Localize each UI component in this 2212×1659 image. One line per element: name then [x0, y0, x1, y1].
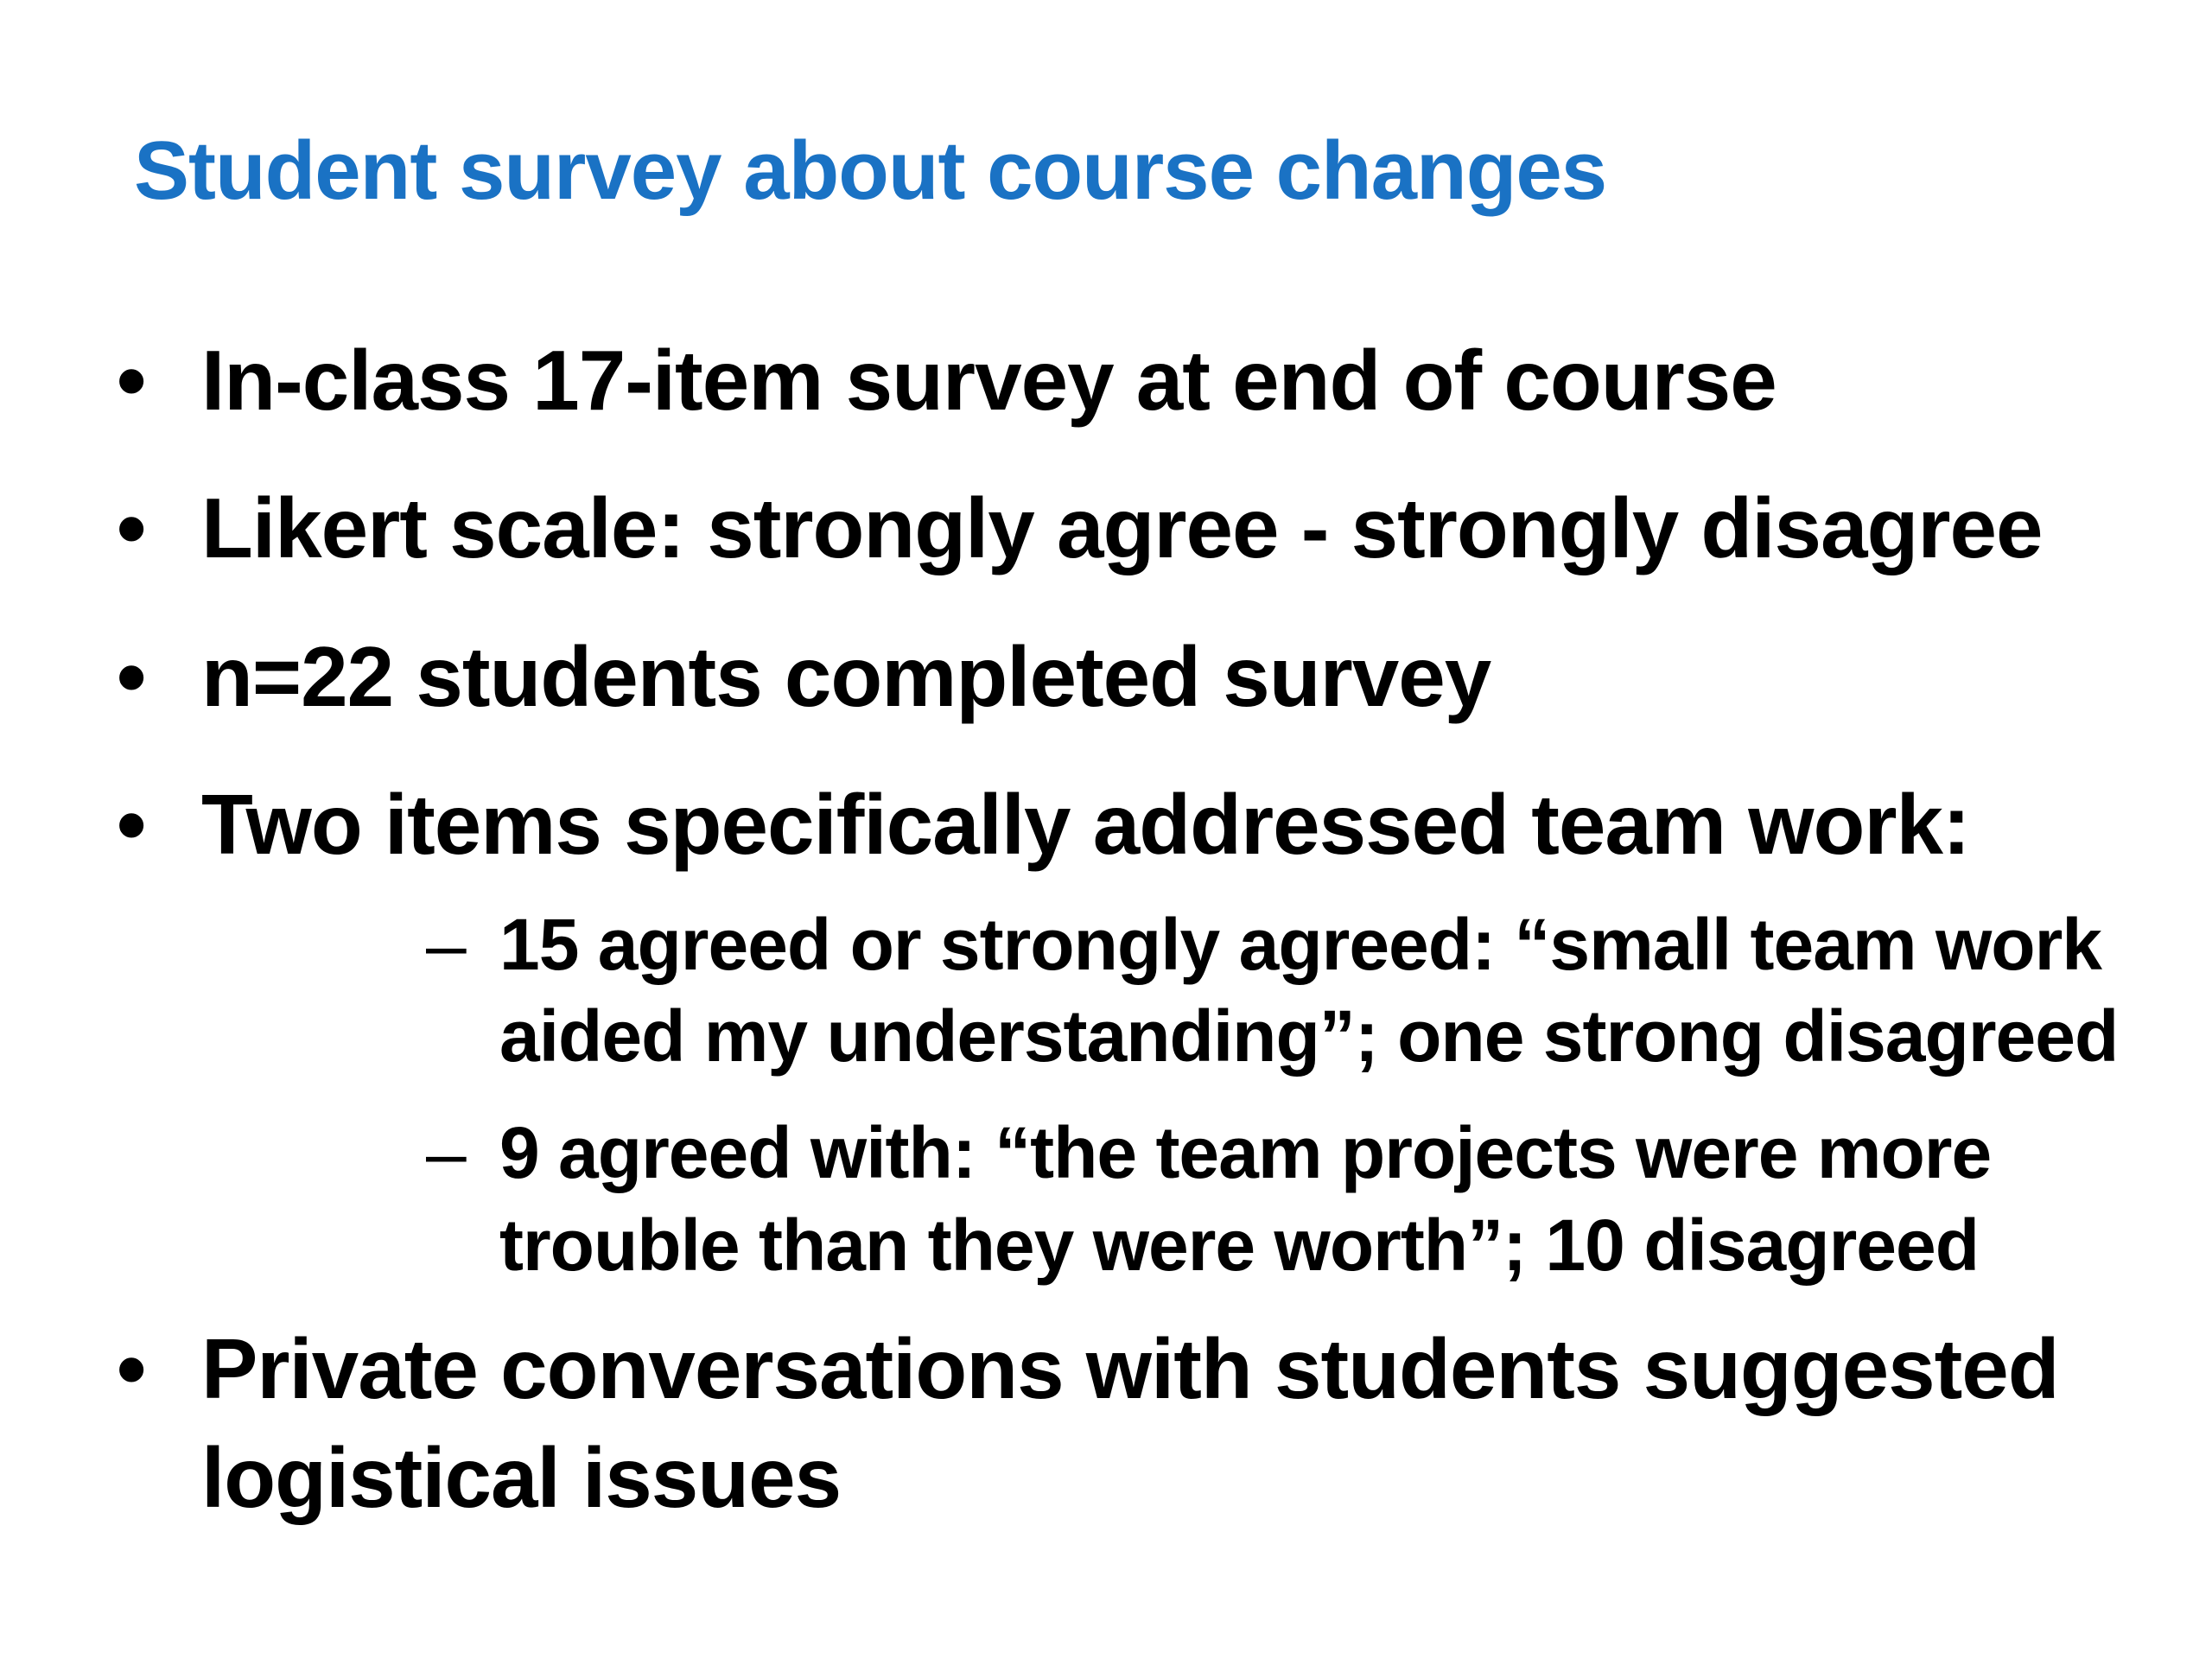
sub-bullet-text: 15 agreed or strongly agreed: “small team work aided my understanding”; one strong disagreed — [499, 903, 2119, 1077]
sub-bullet-text: 9 agreed with: “the team projects were more trouble than they were worth”; 10 disagreed — [499, 1112, 1992, 1286]
sub-bullet-item — [426, 899, 2212, 1083]
bullet-text: Private conversations with students suggested logistical issues — [201, 1321, 2059, 1525]
bullet-text: In-class 17-item survey at end of course — [201, 333, 1777, 428]
bullet-item — [0, 771, 2212, 1291]
bullet-text: Likert scale: strongly agree - strongly disagree — [201, 480, 2043, 576]
bullet-marker: • — [117, 628, 146, 724]
slide-title: Student survey about course changes — [134, 124, 1607, 217]
bullet-marker: • — [117, 777, 146, 873]
bullet-item — [0, 623, 2212, 731]
bullet-marker: • — [117, 480, 146, 576]
sub-bullet-list — [201, 899, 2177, 1292]
bullet-text: n=22 students completed survey — [201, 628, 1491, 724]
sub-bullet-marker: – — [426, 1112, 466, 1194]
sub-bullet-item — [426, 1107, 2212, 1291]
sub-bullet-marker: – — [426, 903, 466, 985]
bullet-list — [0, 327, 2212, 1572]
bullet-item — [0, 327, 2212, 435]
bullet-text: Two items specifically addressed team work: — [201, 777, 1970, 873]
bullet-item — [0, 1315, 2137, 1532]
bullet-marker: • — [117, 333, 146, 428]
bullet-marker: • — [117, 1321, 146, 1417]
bullet-item — [0, 474, 2212, 582]
